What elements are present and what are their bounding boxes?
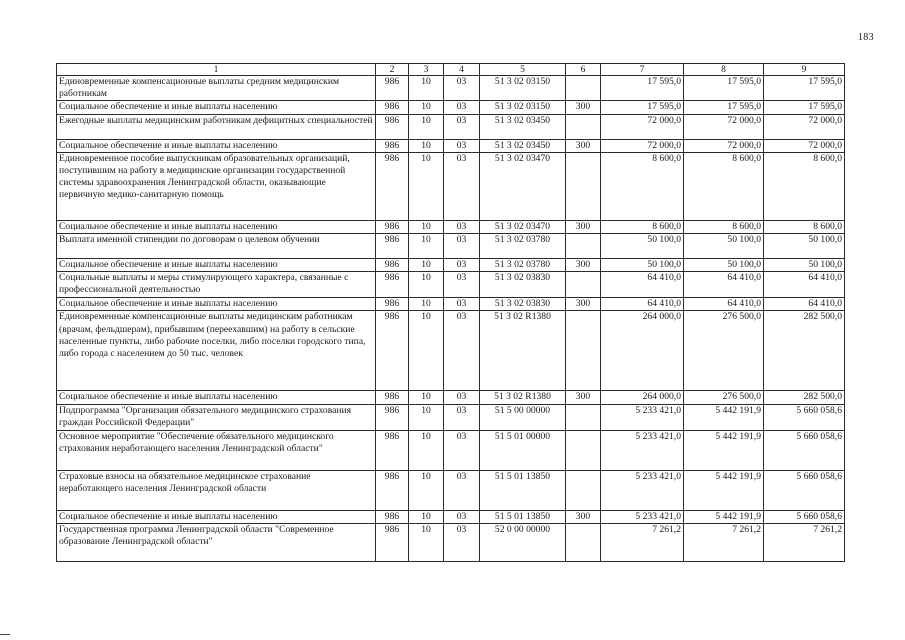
cell-col7: 7 261,2 bbox=[601, 523, 684, 561]
cell-col5: 52 0 00 00000 bbox=[480, 523, 566, 561]
cell-col4: 03 bbox=[444, 114, 480, 139]
cell-col7: 64 410,0 bbox=[601, 272, 684, 298]
cell-col8: 5 442 191,9 bbox=[684, 404, 764, 430]
cell-col3: 10 bbox=[409, 234, 444, 259]
cell-col5: 51 3 02 R1380 bbox=[480, 391, 566, 404]
cell-col9: 5 660 058,6 bbox=[764, 470, 845, 510]
cell-col4: 03 bbox=[444, 139, 480, 152]
cell-col8: 50 100,0 bbox=[684, 234, 764, 259]
table-row bbox=[57, 259, 845, 272]
cell-col9: 17 595,0 bbox=[764, 101, 845, 114]
cell-col7: 64 410,0 bbox=[601, 298, 684, 311]
cell-col5: 51 5 01 00000 bbox=[480, 430, 566, 470]
cell-col7: 5 233 421,0 bbox=[601, 430, 684, 470]
cell-col6 bbox=[566, 523, 601, 561]
cell-col9: 282 500,0 bbox=[764, 391, 845, 404]
cell-col7: 5 233 421,0 bbox=[601, 404, 684, 430]
cell-col8: 5 442 191,9 bbox=[684, 430, 764, 470]
cell-col6 bbox=[566, 76, 601, 101]
cell-col5: 51 5 01 13850 bbox=[480, 470, 566, 510]
cell-col3: 10 bbox=[409, 523, 444, 561]
cell-col8: 5 442 191,9 bbox=[684, 470, 764, 510]
cell-col7: 8 600,0 bbox=[601, 152, 684, 220]
table-row bbox=[57, 404, 845, 430]
row-name-cell: Единовременное пособие выпускникам образовательных организаций, поступившим на работу в медицинские организации государственной системы здравоохранения Ленинградской области, оказывающие первичную медико-санитарную помощь bbox=[57, 152, 376, 220]
cell-col2: 986 bbox=[376, 234, 409, 259]
cell-col9: 5 660 058,6 bbox=[764, 430, 845, 470]
cell-col3: 10 bbox=[409, 391, 444, 404]
cell-col9: 50 100,0 bbox=[764, 234, 845, 259]
cell-col8: 17 595,0 bbox=[684, 101, 764, 114]
cell-col4: 03 bbox=[444, 523, 480, 561]
cell-col7: 72 000,0 bbox=[601, 139, 684, 152]
table-row bbox=[57, 391, 845, 404]
cell-col2: 986 bbox=[376, 259, 409, 272]
column-header: 2 bbox=[376, 64, 409, 76]
cell-col4: 03 bbox=[444, 430, 480, 470]
table-row bbox=[57, 523, 845, 561]
column-header: 4 bbox=[444, 64, 480, 76]
cell-col8: 17 595,0 bbox=[684, 76, 764, 101]
cell-col2: 986 bbox=[376, 311, 409, 391]
cell-col3: 10 bbox=[409, 272, 444, 298]
cell-col4: 03 bbox=[444, 311, 480, 391]
cell-col2: 986 bbox=[376, 510, 409, 523]
cell-col6 bbox=[566, 470, 601, 510]
row-name-cell: Страховые взносы на обязательное медицинское страхование неработающего населения Ленинградской области bbox=[57, 470, 376, 510]
row-name-cell: Государственная программа Ленинградской области "Современное образование Ленинградской области" bbox=[57, 523, 376, 561]
cell-col3: 10 bbox=[409, 220, 444, 233]
cell-col8: 50 100,0 bbox=[684, 259, 764, 272]
cell-col6 bbox=[566, 404, 601, 430]
column-header: 5 bbox=[480, 64, 566, 76]
table-row bbox=[57, 430, 845, 470]
cell-col5: 51 3 02 03830 bbox=[480, 298, 566, 311]
cell-col5: 51 3 02 03150 bbox=[480, 76, 566, 101]
cell-col4: 03 bbox=[444, 76, 480, 101]
cell-col4: 03 bbox=[444, 404, 480, 430]
cell-col9: 5 660 058,6 bbox=[764, 510, 845, 523]
cell-col8: 8 600,0 bbox=[684, 220, 764, 233]
cell-col4: 03 bbox=[444, 391, 480, 404]
cell-col3: 10 bbox=[409, 298, 444, 311]
cell-col3: 10 bbox=[409, 101, 444, 114]
cell-col9: 50 100,0 bbox=[764, 259, 845, 272]
cell-col2: 986 bbox=[376, 404, 409, 430]
column-header: 3 bbox=[409, 64, 444, 76]
cell-col3: 10 bbox=[409, 114, 444, 139]
cell-col9: 64 410,0 bbox=[764, 272, 845, 298]
cell-col3: 10 bbox=[409, 139, 444, 152]
cell-col3: 10 bbox=[409, 430, 444, 470]
cell-col7: 17 595,0 bbox=[601, 101, 684, 114]
column-header: 6 bbox=[566, 64, 601, 76]
cell-col4: 03 bbox=[444, 259, 480, 272]
cell-col6 bbox=[566, 311, 601, 391]
cell-col6: 300 bbox=[566, 510, 601, 523]
cell-col6 bbox=[566, 152, 601, 220]
row-name-cell: Социальное обеспечение и иные выплаты населению bbox=[57, 298, 376, 311]
cell-col6: 300 bbox=[566, 220, 601, 233]
cell-col2: 986 bbox=[376, 430, 409, 470]
cell-col5: 51 3 02 R1380 bbox=[480, 311, 566, 391]
cell-col9: 72 000,0 bbox=[764, 139, 845, 152]
cell-col4: 03 bbox=[444, 234, 480, 259]
table-row bbox=[57, 220, 845, 233]
cell-col8: 64 410,0 bbox=[684, 272, 764, 298]
cell-col7: 50 100,0 bbox=[601, 234, 684, 259]
cell-col3: 10 bbox=[409, 76, 444, 101]
cell-col7: 72 000,0 bbox=[601, 114, 684, 139]
column-header: 9 bbox=[764, 64, 845, 76]
cell-col2: 986 bbox=[376, 391, 409, 404]
row-name-cell: Единовременные компенсационные выплаты средним медицинским работникам bbox=[57, 76, 376, 101]
cell-col2: 986 bbox=[376, 272, 409, 298]
column-header: 7 bbox=[601, 64, 684, 76]
cell-col6: 300 bbox=[566, 139, 601, 152]
row-name-cell: Социальное обеспечение и иные выплаты населению bbox=[57, 391, 376, 404]
table-row bbox=[57, 101, 845, 114]
table-row bbox=[57, 114, 845, 139]
table-row bbox=[57, 311, 845, 391]
cell-col3: 10 bbox=[409, 510, 444, 523]
row-name-cell: Социальное обеспечение и иные выплаты населению bbox=[57, 510, 376, 523]
table-header-row bbox=[57, 64, 845, 76]
row-name-cell: Ежегодные выплаты медицинским работникам дефицитных специальностей bbox=[57, 114, 376, 139]
row-name-cell: Основное мероприятие "Обеспечение обязательного медицинского страхования неработающего населения Ленинградской области" bbox=[57, 430, 376, 470]
cell-col2: 986 bbox=[376, 152, 409, 220]
row-name-cell: Подпрограмма "Организация обязательного медицинского страхования граждан Российской Федерации" bbox=[57, 404, 376, 430]
cell-col5: 51 3 02 03450 bbox=[480, 139, 566, 152]
row-name-cell: Социальное обеспечение и иные выплаты населению bbox=[57, 220, 376, 233]
cell-col4: 03 bbox=[444, 298, 480, 311]
cell-col5: 51 3 02 03830 bbox=[480, 272, 566, 298]
cell-col9: 64 410,0 bbox=[764, 298, 845, 311]
cell-col7: 5 233 421,0 bbox=[601, 470, 684, 510]
row-name-cell: Социальные выплаты и меры стимулирующего характера, связанные с профессиональной деятельностью bbox=[57, 272, 376, 298]
cell-col2: 986 bbox=[376, 76, 409, 101]
row-name-cell: Единовременные компенсационные выплаты медицинским работникам (врачам, фельдшерам), прибывшим (переехавшим) на работу в сельские населенные пункты, либо рабочие поселки, либо поселки городского типа, либо города с населением до 50 тыс. человек bbox=[57, 311, 376, 391]
cell-col5: 51 3 02 03150 bbox=[480, 101, 566, 114]
page-number: 183 bbox=[858, 32, 874, 43]
cell-col9: 7 261,2 bbox=[764, 523, 845, 561]
cell-col7: 8 600,0 bbox=[601, 220, 684, 233]
cell-col6 bbox=[566, 272, 601, 298]
cell-col2: 986 bbox=[376, 470, 409, 510]
column-header: 1 bbox=[57, 64, 376, 76]
cell-col3: 10 bbox=[409, 470, 444, 510]
cell-col2: 986 bbox=[376, 139, 409, 152]
cell-col7: 5 233 421,0 bbox=[601, 510, 684, 523]
row-name-cell: Социальное обеспечение и иные выплаты населению bbox=[57, 101, 376, 114]
cell-col7: 17 595,0 bbox=[601, 76, 684, 101]
cell-col8: 8 600,0 bbox=[684, 152, 764, 220]
cell-col2: 986 bbox=[376, 220, 409, 233]
cell-col8: 5 442 191,9 bbox=[684, 510, 764, 523]
cell-col5: 51 3 02 03780 bbox=[480, 259, 566, 272]
page-edge-mark bbox=[0, 634, 10, 635]
cell-col3: 10 bbox=[409, 152, 444, 220]
table-row bbox=[57, 76, 845, 101]
cell-col7: 264 000,0 bbox=[601, 391, 684, 404]
cell-col7: 264 000,0 bbox=[601, 311, 684, 391]
cell-col9: 72 000,0 bbox=[764, 114, 845, 139]
cell-col3: 10 bbox=[409, 404, 444, 430]
cell-col5: 51 3 02 03470 bbox=[480, 220, 566, 233]
cell-col8: 64 410,0 bbox=[684, 298, 764, 311]
cell-col6 bbox=[566, 114, 601, 139]
cell-col4: 03 bbox=[444, 152, 480, 220]
cell-col5: 51 3 02 03780 bbox=[480, 234, 566, 259]
cell-col6: 300 bbox=[566, 298, 601, 311]
row-name-cell: Социальное обеспечение и иные выплаты населению bbox=[57, 139, 376, 152]
cell-col9: 8 600,0 bbox=[764, 152, 845, 220]
table-row bbox=[57, 234, 845, 259]
table-row bbox=[57, 152, 845, 220]
table-row bbox=[57, 272, 845, 298]
cell-col5: 51 5 01 13850 bbox=[480, 510, 566, 523]
cell-col5: 51 3 02 03450 bbox=[480, 114, 566, 139]
cell-col8: 276 500,0 bbox=[684, 311, 764, 391]
cell-col8: 72 000,0 bbox=[684, 139, 764, 152]
table-row bbox=[57, 470, 845, 510]
table-row bbox=[57, 139, 845, 152]
cell-col4: 03 bbox=[444, 220, 480, 233]
cell-col6: 300 bbox=[566, 259, 601, 272]
row-name-cell: Социальное обеспечение и иные выплаты населению bbox=[57, 259, 376, 272]
cell-col5: 51 3 02 03470 bbox=[480, 152, 566, 220]
cell-col4: 03 bbox=[444, 470, 480, 510]
cell-col2: 986 bbox=[376, 523, 409, 561]
cell-col2: 986 bbox=[376, 114, 409, 139]
cell-col2: 986 bbox=[376, 101, 409, 114]
cell-col6 bbox=[566, 234, 601, 259]
table-row bbox=[57, 298, 845, 311]
cell-col9: 8 600,0 bbox=[764, 220, 845, 233]
row-name-cell: Выплата именной стипендии по договорам о целевом обучении bbox=[57, 234, 376, 259]
column-header: 8 bbox=[684, 64, 764, 76]
cell-col3: 10 bbox=[409, 311, 444, 391]
cell-col7: 50 100,0 bbox=[601, 259, 684, 272]
cell-col3: 10 bbox=[409, 259, 444, 272]
table-row bbox=[57, 510, 845, 523]
cell-col8: 276 500,0 bbox=[684, 391, 764, 404]
cell-col4: 03 bbox=[444, 272, 480, 298]
cell-col9: 282 500,0 bbox=[764, 311, 845, 391]
cell-col6 bbox=[566, 430, 601, 470]
budget-table bbox=[56, 63, 845, 562]
cell-col4: 03 bbox=[444, 101, 480, 114]
cell-col9: 5 660 058,6 bbox=[764, 404, 845, 430]
cell-col4: 03 bbox=[444, 510, 480, 523]
cell-col8: 72 000,0 bbox=[684, 114, 764, 139]
cell-col2: 986 bbox=[376, 298, 409, 311]
cell-col9: 17 595,0 bbox=[764, 76, 845, 101]
cell-col6: 300 bbox=[566, 101, 601, 114]
cell-col5: 51 5 00 00000 bbox=[480, 404, 566, 430]
cell-col8: 7 261,2 bbox=[684, 523, 764, 561]
cell-col6: 300 bbox=[566, 391, 601, 404]
